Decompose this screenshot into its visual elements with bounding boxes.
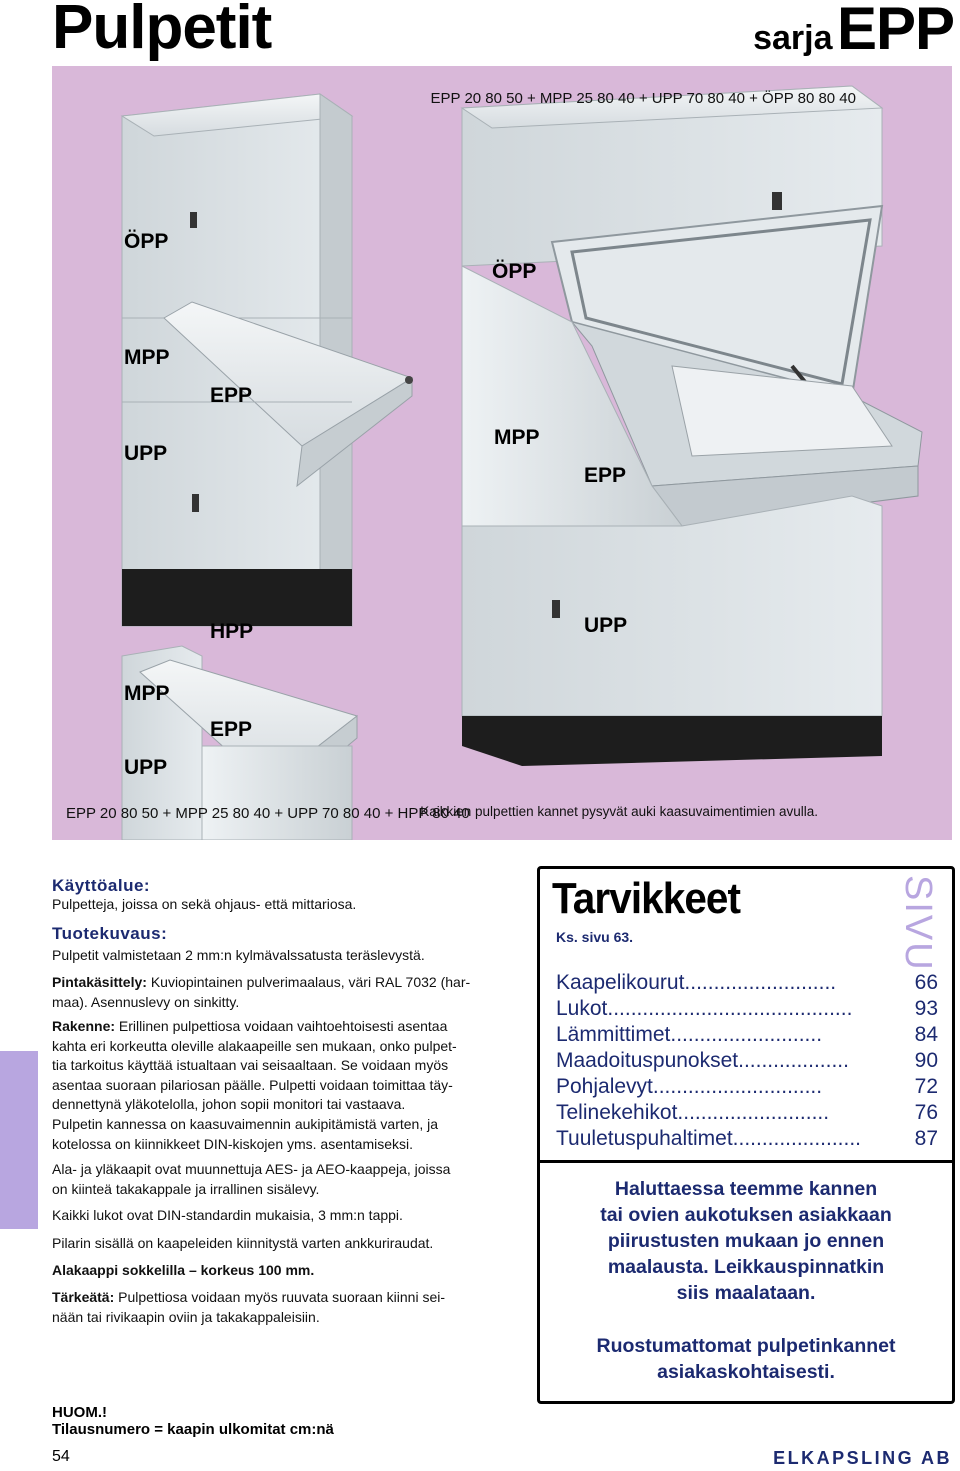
page-number: 54: [52, 1448, 70, 1465]
accessory-name: Lukot: [556, 997, 608, 1020]
series-title: [753, 0, 954, 62]
accessory-dots: ..........................: [684, 971, 837, 994]
note-line: Haluttaessa teemme kannen: [614, 1178, 878, 1200]
accessory-page: 90: [914, 1049, 938, 1072]
accessory-name: Lämmittimet: [556, 1023, 671, 1046]
accessory-dots: ..........................: [677, 1101, 830, 1124]
description-heading: Tuotekuvaus:: [52, 924, 168, 943]
accessory-page: 76: [914, 1101, 938, 1124]
plinth-text: Alakaappi sokkelilla – korkeus 100 mm.: [52, 1262, 315, 1278]
cabinet-illustration: [52, 66, 952, 840]
accessory-dots: ......................: [732, 1127, 862, 1150]
surface-label: Pintakäsittely:: [52, 974, 147, 990]
accessory-page: 66: [914, 971, 938, 994]
accessory-item: [556, 996, 938, 1022]
label-upp-right: UPP: [584, 614, 628, 637]
note-line: siis maalataan.: [676, 1282, 816, 1304]
accessory-page: 93: [914, 997, 938, 1020]
series-name: EPP: [836, 0, 954, 62]
surface-line-2: maa). Asennuslevy on sinkitty.: [52, 993, 240, 1010]
accessories-title: Tarvikkeet: [552, 874, 741, 923]
structure-line: Erillinen pulpettiosa voidaan vaihtoehtoisesti asentaa: [115, 1018, 448, 1034]
accessory-item: [556, 1074, 938, 1100]
lid-line: Pulpetin kannessa on kaasuvaimennin aukipitämistä varten, ja: [52, 1116, 439, 1132]
lid-line: kotelossa on kiinnikkeet DIN-kiskojen yms. asentamiseksi.: [52, 1135, 414, 1152]
accessories-divider: [537, 1160, 955, 1163]
label-mpp-bottom: MPP: [124, 682, 170, 705]
structure-line: dennettynä yläkotelolla, johon sopii monitori tai vastaava.: [52, 1096, 406, 1112]
order-number-note: Tilausnumero = kaapin ulkomitat cm:nä: [52, 1421, 334, 1438]
accessory-item: [556, 1126, 938, 1152]
accessory-item: [556, 1100, 938, 1126]
cabinet-line: Ala- ja yläkaapit ovat muunnettuja AES- ja AEO-kaappeja, joissa: [52, 1161, 451, 1177]
cabinet-line: on kiinteä takakappale ja irrallinen sisälevy.: [52, 1180, 320, 1197]
accessory-item: [556, 970, 938, 996]
structure-line: kahta eri korkeutta oleville alakaapeille sen mukaan, onko pulpet-: [52, 1037, 457, 1054]
important-label: Tärkeätä:: [52, 1289, 115, 1305]
note-line: piirustusten mukaan jo ennen: [607, 1230, 885, 1252]
structure-paragraph: [52, 1017, 482, 1115]
label-epp-bottom: EPP: [210, 718, 253, 741]
accessory-item: [556, 1022, 938, 1048]
accessories-subtitle: Ks. sivu 63.: [556, 929, 634, 945]
product-photo: [52, 66, 952, 840]
accessory-dots: .............................: [652, 1075, 823, 1098]
label-epp-right: EPP: [584, 464, 627, 487]
lid-paragraph: [52, 1115, 482, 1154]
series-prefix: sarja: [753, 19, 833, 57]
label-opp-right: ÖPP: [492, 260, 537, 283]
note-line: tai ovien aukotuksen asiakkaan: [600, 1204, 892, 1226]
page-title: Pulpetit: [52, 0, 272, 62]
label-upp-left: UPP: [124, 442, 168, 465]
note-line: Ruostumattomat pulpetinkannet: [596, 1335, 896, 1357]
important-paragraph: [52, 1288, 482, 1327]
note-line: asiakaskohtaisesti.: [657, 1361, 835, 1383]
accessory-name: Telinekehikot: [556, 1101, 678, 1124]
accessory-page: 72: [914, 1075, 938, 1098]
sivu-label: SIVU: [897, 875, 939, 972]
caption-bottom-left: EPP 20 80 50 + MPP 25 80 40 + UPP 70 80 40 + HPP 80 40: [66, 805, 470, 822]
label-opp-left: ÖPP: [124, 230, 169, 253]
accessory-name: Tuuletuspuhaltimet: [556, 1127, 733, 1150]
important-line: nään tai rivikaapin oviin ja takakappaleisiin.: [52, 1308, 320, 1325]
huom-label: HUOM.!: [52, 1404, 107, 1421]
label-hpp: HPP: [210, 620, 254, 643]
stainless-note: [540, 1333, 952, 1385]
accessory-name: Pohjalevyt: [556, 1075, 653, 1098]
structure-line: tia tarkoitus käyttää istualtaan vai seisaaltaan. Se voidaan myös: [52, 1057, 449, 1073]
custom-cutout-note: [540, 1176, 952, 1306]
accessory-page: 84: [914, 1023, 938, 1046]
section-color-tab: [0, 1051, 38, 1229]
caption-bottom-right: Kaikkien pulpettien kannet pysyvät auki kaasuvaimentimien avulla.: [420, 804, 818, 819]
accessory-dots: ..........................................: [607, 997, 853, 1020]
cabinet-paragraph: [52, 1160, 482, 1199]
note-line: maalausta. Leikkauspinnatkin: [607, 1256, 885, 1278]
pillar-text: Pilarin sisällä on kaapeleiden kiinnitystä varten ankkuriraudat.: [52, 1235, 434, 1251]
important-line: Pulpettiosa voidaan myös ruuvata suoraan kiinni sei-: [114, 1289, 446, 1305]
accessory-name: Maadoituspunokset: [556, 1049, 739, 1072]
usage-heading: Käyttöalue:: [52, 876, 151, 895]
label-epp-left: EPP: [210, 384, 253, 407]
locks-text: Kaikki lukot ovat DIN-standardin mukaisia, 3 mm:n tappi.: [52, 1207, 403, 1223]
structure-line: asentaa suoraan pilariosan päälle. Pulpetti voidaan toimittaa täy-: [52, 1076, 453, 1093]
accessory-page: 87: [914, 1127, 938, 1150]
accessory-name: Kaapelikourut: [556, 971, 685, 994]
label-upp-bottom: UPP: [124, 756, 168, 779]
surface-line-1: Kuviopintainen pulverimaalaus, väri RAL 7032 (har-: [146, 974, 471, 990]
caption-top: EPP 20 80 50 + MPP 25 80 40 + UPP 70 80 40 + ÖPP 80 80 40: [430, 90, 856, 107]
description-text: Pulpetit valmistetaan 2 mm:n kylmävalssatusta teräslevystä.: [52, 947, 425, 963]
structure-label: Rakenne:: [52, 1018, 116, 1034]
label-mpp-left: MPP: [124, 346, 170, 369]
label-mpp-right: MPP: [494, 426, 540, 449]
surface-paragraph: [52, 973, 482, 1012]
usage-text: Pulpetteja, joissa on sekä ohjaus- että mittariosa.: [52, 896, 357, 912]
brand-name: ELKAPSLING AB: [773, 1448, 952, 1468]
accessory-item: [556, 1048, 938, 1074]
accessory-dots: ..........................: [670, 1023, 823, 1046]
accessory-dots: ...................: [738, 1049, 849, 1072]
